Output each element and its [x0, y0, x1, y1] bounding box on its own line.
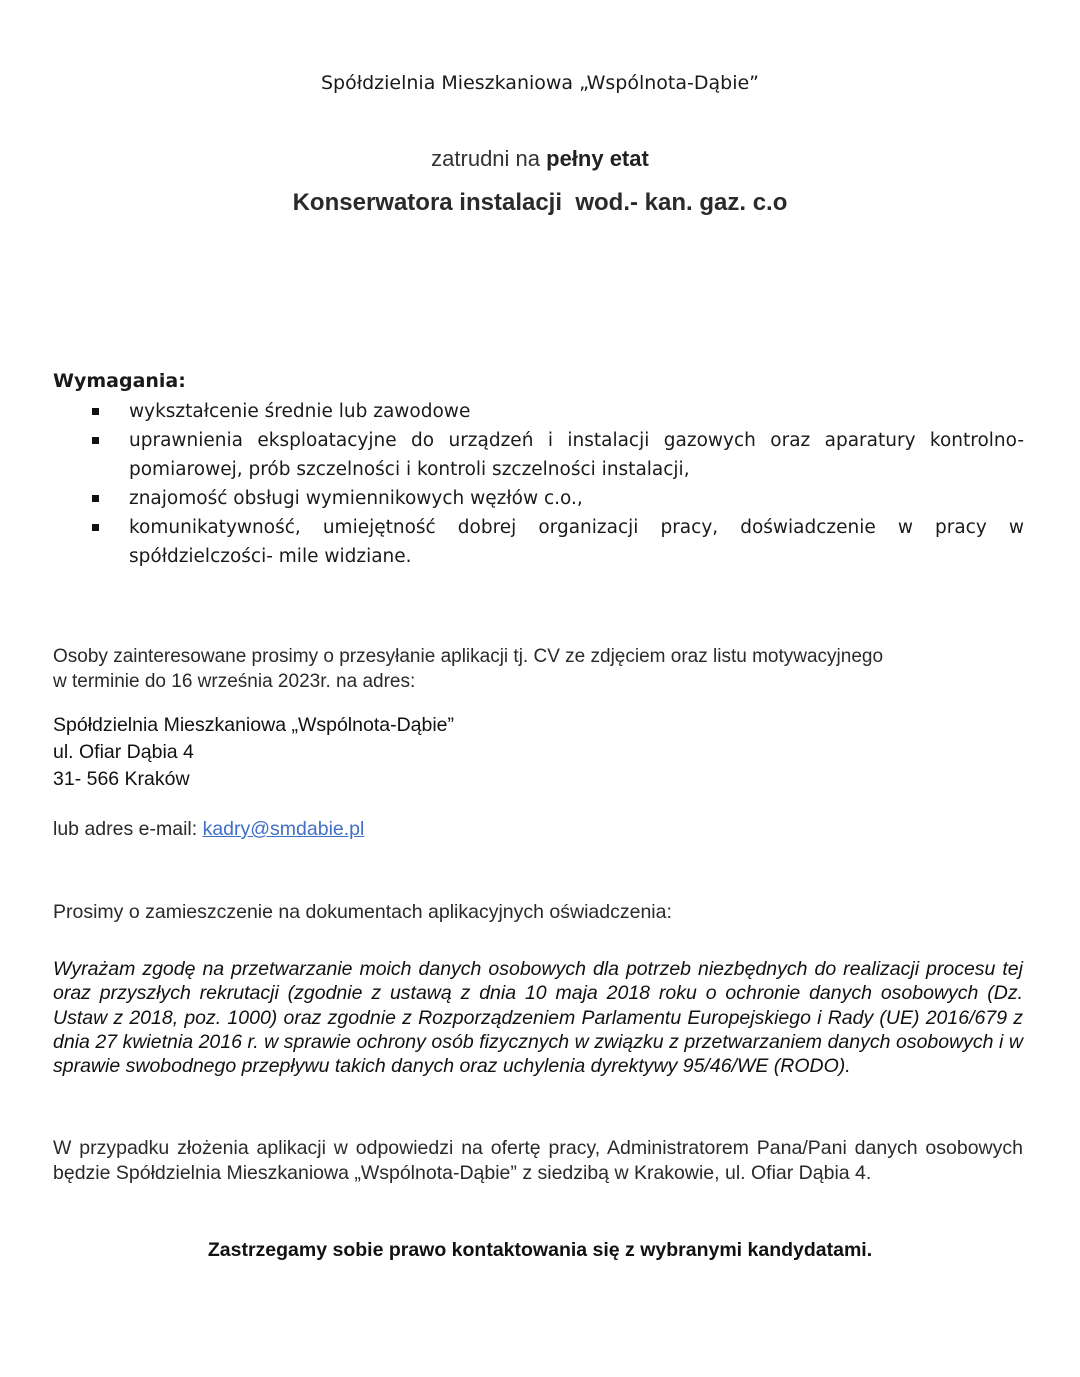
declaration-request: Prosimy o zamieszczenie na dokumentach aplikacyjnych oświadczenia: — [53, 901, 672, 923]
postal-address — [53, 712, 454, 793]
requirements-list — [53, 397, 1024, 571]
consent-clause: Wyrażam zgodę na przetwarzanie moich danych osobowych dla potrzeb niezbędnych do realizacji procesu tej oraz przyszłych rekrutacji (zgodnie z ustawą z dnia 10 maja 2018 roku o ochronie danych osobowych (Dz. Ustaw z 2018, poz. 1000) oraz zgodnie z Rozporządzeniem Parlamentu Europejskiego i Rady (UE) 2016/679 z dnia 27 kwietnia 2016 r. w sprawie ochrony osób fizycznych w związku z przetwarzaniem danych osobowych i w sprawie swobodnego przepływu takich danych oraz uchylenia dyrektywy 95/46/WE (RODO). — [53, 958, 1023, 1078]
application-line-2: w terminie do 16 września 2023r. na adres: — [53, 671, 416, 692]
email-link[interactable]: kadry@smdabie.pl — [202, 818, 365, 840]
address-line: 31- 566 Kraków — [53, 768, 190, 790]
requirement-item: znajomość obsługi wymiennikowych węzłów c.o., — [53, 484, 1024, 513]
address-line: ul. Ofiar Dąbia 4 — [53, 741, 194, 763]
application-line-1: Osoby zainteresowane prosimy o przesyłanie aplikacji tj. CV ze zdjęciem oraz listu motywacyjnego — [53, 646, 884, 667]
square-bullet-icon — [92, 437, 99, 444]
application-instructions — [53, 644, 1033, 694]
requirements-heading: Wymagania: — [53, 370, 186, 392]
email-prefix: lub adres e-mail: — [53, 818, 203, 840]
data-administrator-notice: W przypadku złożenia aplikacji w odpowiedzi na ofertę pracy, Administratorem Pana/Pani danych osobowych będzie Spółdzielnia Mieszkaniowa „Wspólnota-Dąbie” z siedzibą w Krakowie, ul. Ofiar Dąbia 4. — [53, 1137, 1023, 1184]
requirement-item: uprawnienia eksploatacyjne do urządzeń i instalacji gazowych oraz aparatury kontrolno-pomiarowej, prób szczelności i kontroli szczelności instalacji, — [53, 426, 1024, 484]
address-line: Spółdzielnia Mieszkaniowa „Wspólnota-Dąbie” — [53, 714, 455, 736]
employment-type-line — [0, 146, 1080, 172]
square-bullet-icon — [92, 495, 99, 502]
email-line — [53, 818, 364, 841]
requirement-item: wykształcenie średnie lub zawodowe — [53, 397, 1024, 426]
organization-title: Spółdzielnia Mieszkaniowa „Wspólnota-Dąbie” — [320, 72, 760, 94]
hire-prefix: zatrudni na — [431, 146, 547, 171]
reservation-notice: Zastrzegamy sobie prawo kontaktowania się z wybranymi kandydatami. — [207, 1239, 873, 1261]
requirement-item: komunikatywność, umiejętność dobrej organizacji pracy, doświadczenie w pracy w spółdzielczości- mile widziane. — [53, 513, 1024, 571]
square-bullet-icon — [92, 408, 99, 415]
position-title: Konserwatora instalacji wod.- kan. gaz. c.o — [292, 189, 788, 216]
square-bullet-icon — [92, 524, 99, 531]
employment-type: pełny etat — [546, 146, 649, 171]
